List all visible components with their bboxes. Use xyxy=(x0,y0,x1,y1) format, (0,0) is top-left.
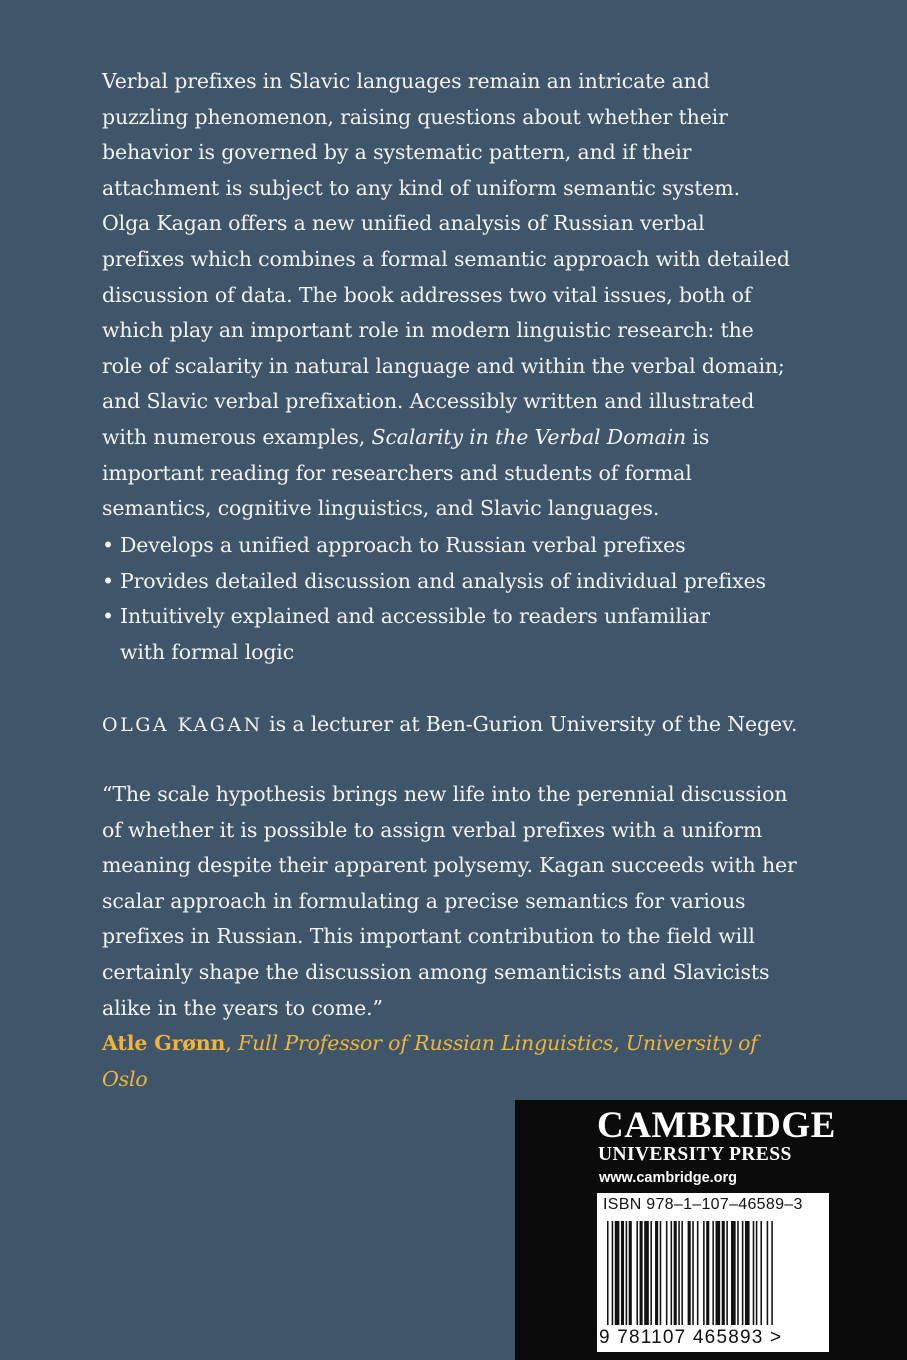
publisher-logo: CAMBRIDGE xyxy=(597,1105,836,1146)
quote-text: “The scale hypothesis brings new life into the perennial discussion of whether it is possible to assign verbal prefixes with a uniform meaning despite their apparent polysemy. Kagan succeeds with her scalar approach in formulating a precise semantics for various prefixes in Russian. This important contribution to the field will certainly shape the discussion among semanticists and Slavicists alike in the years to come.” xyxy=(102,782,797,1020)
attribution-title: Full Professor of Russian Linguistics, University of Oslo xyxy=(102,1031,758,1091)
barcode-icon xyxy=(607,1221,819,1325)
isbn-label: ISBN 978–1–107–46589–3 xyxy=(603,1196,803,1213)
barcode-bar xyxy=(767,1221,769,1325)
barcode-bar xyxy=(742,1221,744,1325)
barcode-bar xyxy=(666,1221,668,1325)
bullet-icon: • xyxy=(102,604,114,629)
endorsement-quote xyxy=(102,777,802,1097)
barcode-bar xyxy=(692,1221,694,1325)
barcode-bar xyxy=(621,1221,624,1325)
barcode-bar xyxy=(671,1221,673,1325)
barcode-bar xyxy=(681,1221,683,1325)
barcode-bar xyxy=(640,1221,643,1325)
feature-item: • Develops a unified approach to Russian verbal prefixes xyxy=(102,528,792,564)
author-bio-text: is a lecturer at Ben-Gurion University of the Negev. xyxy=(262,712,798,736)
barcode-bar xyxy=(688,1221,691,1325)
barcode-bar xyxy=(629,1221,632,1325)
barcode-bar xyxy=(712,1221,714,1325)
publisher-url: www.cambridge.org xyxy=(599,1170,738,1186)
feature-list xyxy=(102,528,792,670)
barcode-bar xyxy=(644,1221,649,1325)
barcode-bar xyxy=(771,1221,773,1325)
barcode-bar xyxy=(756,1221,758,1325)
barcode-bar xyxy=(703,1221,705,1325)
barcode-bar xyxy=(612,1221,614,1325)
book-title-italic: Scalarity in the Verbal Domain xyxy=(371,424,687,449)
barcode-bar xyxy=(697,1221,699,1325)
bullet-icon: • xyxy=(102,533,114,557)
barcode-bar xyxy=(706,1221,709,1325)
feature-item: • Provides detailed discussion and analysis of individual prefixes xyxy=(102,564,792,600)
barcode xyxy=(597,1193,829,1352)
publisher-subtitle: UNIVERSITY PRESS xyxy=(598,1144,792,1165)
barcode-bar xyxy=(737,1221,739,1325)
publisher-box xyxy=(515,1100,907,1360)
book-description xyxy=(102,64,792,527)
description-text-2: is important reading for researchers and students of formal semantics, cognitive linguistics, and Slavic languages. xyxy=(102,424,710,521)
bullet-icon: • xyxy=(102,568,114,593)
barcode-bar xyxy=(674,1221,677,1325)
barcode-bar xyxy=(626,1221,628,1325)
author-bio xyxy=(102,707,822,744)
barcode-bar xyxy=(726,1221,728,1325)
barcode-bar xyxy=(655,1221,658,1325)
barcode-bar xyxy=(678,1221,680,1325)
barcode-bar xyxy=(615,1221,620,1325)
barcode-digits: 9 781107 465893 > xyxy=(599,1327,783,1348)
barcode-bar xyxy=(650,1221,652,1325)
barcode-bar xyxy=(716,1221,721,1325)
barcode-bar xyxy=(760,1221,762,1325)
quote-attribution: Atle Grønn, Full Professor of Russian Linguistics, University of Oslo xyxy=(102,1031,758,1091)
barcode-bar xyxy=(722,1221,725,1325)
barcode-bar xyxy=(607,1221,609,1325)
description-text-1: Verbal prefixes in Slavic languages remain an intricate and puzzling phenomenon, raising questions about whether their behavior is governed by a systematic pattern, and if their attachment is subject to any kind of uniform semantic system. Olga Kagan offers a new unified analysis of Russian verbal prefixes which combines a formal semantic approach with detailed discussion of data. The book addresses two vital issues, both of which play an important role in modern linguistic research: the role of scalarity in natural language and within the verbal domain; and Slavic verbal prefixation. Accessibly written and illustrated with numerous examples, xyxy=(102,69,790,449)
barcode-bar xyxy=(753,1221,755,1325)
author-name: OLGA KAGAN xyxy=(102,714,263,736)
description-paragraph xyxy=(102,64,792,527)
feature-item: • Intuitively explained and accessible to readers unfamiliar with formal logic xyxy=(102,599,720,670)
barcode-bar xyxy=(660,1221,662,1325)
attribution-name: Atle Grønn xyxy=(102,1031,226,1056)
barcode-bar xyxy=(745,1221,750,1325)
barcode-bar xyxy=(636,1221,638,1325)
barcode-bar xyxy=(731,1221,736,1325)
